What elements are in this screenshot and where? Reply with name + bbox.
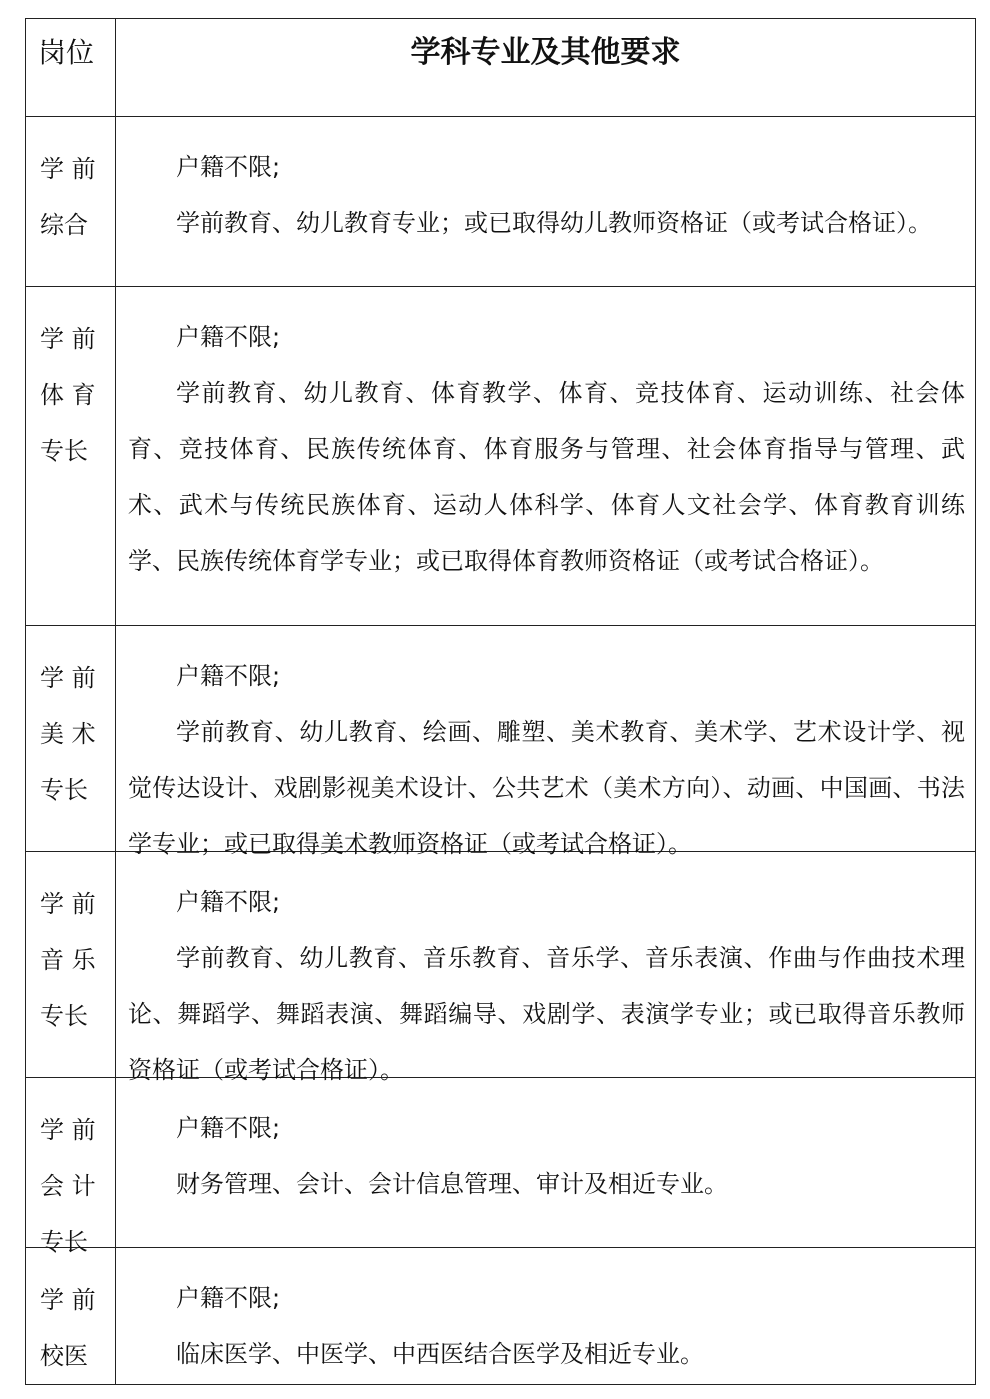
table-row xyxy=(25,1247,976,1385)
position-cell xyxy=(26,287,116,625)
requirements-cell xyxy=(116,626,975,858)
table-row xyxy=(25,1077,976,1256)
table-row xyxy=(25,116,976,286)
position-line: 体 育 xyxy=(40,381,96,409)
requirements-cell xyxy=(116,1078,975,1247)
position-cell xyxy=(26,852,116,1077)
majors-text: 临床医学、中医学、中西医结合医学及相近专业。 xyxy=(176,1340,704,1368)
position-cell xyxy=(26,117,116,286)
position-line: 会 计 xyxy=(40,1172,96,1200)
majors-text: 学前教育、幼儿教育专业；或已取得幼儿教师资格证（或考试合格证）。 xyxy=(176,209,932,237)
position-line: 学 前 xyxy=(40,1286,96,1314)
position-cell xyxy=(26,1078,116,1256)
requirements-table xyxy=(25,18,976,1385)
position-line: 音 乐 xyxy=(40,946,96,974)
position-line: 学 前 xyxy=(40,325,96,353)
column-header-requirements: 学科专业及其他要求 xyxy=(410,35,681,70)
position-cell xyxy=(26,1248,116,1384)
household-text: 户籍不限; xyxy=(176,662,281,690)
table-row xyxy=(25,851,976,1084)
position-line: 专长 xyxy=(40,776,88,804)
position-line: 美 术 xyxy=(40,720,96,748)
table-row xyxy=(25,625,976,858)
position-line: 学 前 xyxy=(40,664,96,692)
household-text: 户籍不限; xyxy=(176,1284,281,1312)
requirements-cell xyxy=(116,852,975,1084)
table-header-row xyxy=(25,18,976,116)
column-header-position: 岗位 xyxy=(26,19,116,116)
requirements-cell xyxy=(116,117,975,286)
majors-text: 学前教育、幼儿教育、体育教学、体育、竞技体育、运动训练、社会体育、竞技体育、民族传统体育、体育服务与管理、社会体育指导与管理、武术、武术与传统民族体育、运动人体科学、体育人文社会学、体育教育训练学、民族传统体育学专业；或已取得体育教师资格证（或考试合格证）。 xyxy=(128,379,965,575)
position-line: 综合 xyxy=(40,211,88,239)
majors-text: 学前教育、幼儿教育、音乐教育、音乐学、音乐表演、作曲与作曲技术理论、舞蹈学、舞蹈表演、舞蹈编导、戏剧学、表演学专业；或已取得音乐教师资格证（或考试合格证）。 xyxy=(128,944,965,1084)
household-text: 户籍不限; xyxy=(176,153,281,181)
position-line: 专长 xyxy=(40,1002,88,1030)
position-line: 专长 xyxy=(40,1228,88,1256)
position-cell xyxy=(26,626,116,851)
position-line: 学 前 xyxy=(40,1116,96,1144)
position-line: 专长 xyxy=(40,437,88,465)
household-text: 户籍不限; xyxy=(176,323,281,351)
requirements-cell xyxy=(116,1248,975,1384)
household-text: 户籍不限; xyxy=(176,1114,281,1142)
position-line: 学 前 xyxy=(40,155,96,183)
majors-text: 财务管理、会计、会计信息管理、审计及相近专业。 xyxy=(176,1170,728,1198)
position-line: 学 前 xyxy=(40,890,96,918)
household-text: 户籍不限; xyxy=(176,888,281,916)
table-row xyxy=(25,286,976,625)
position-line: 校医 xyxy=(40,1342,88,1370)
requirements-cell xyxy=(116,287,975,625)
majors-text: 学前教育、幼儿教育、绘画、雕塑、美术教育、美术学、艺术设计学、视觉传达设计、戏剧影视美术设计、公共艺术（美术方向）、动画、中国画、书法学专业；或已取得美术教师资格证（或考试合格证）。 xyxy=(128,718,965,858)
